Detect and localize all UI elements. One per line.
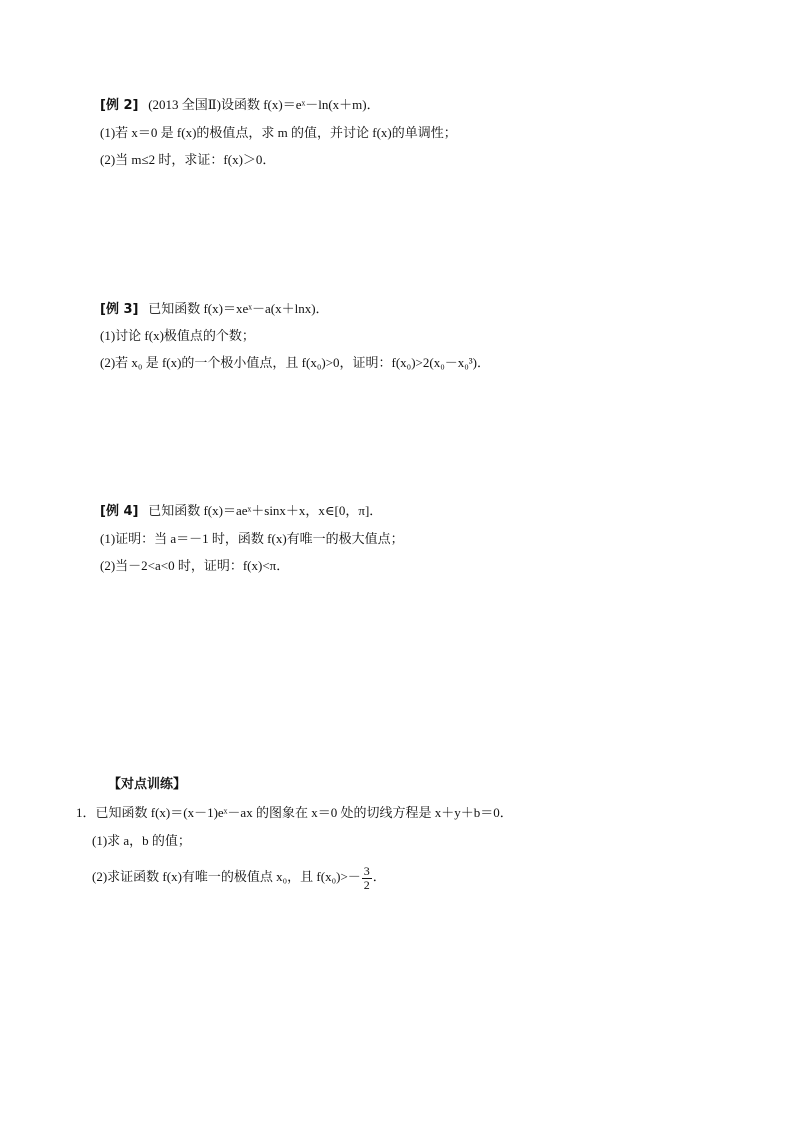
fraction-denominator: 2 <box>363 877 370 892</box>
example-3-tag: [例 3] <box>100 302 139 317</box>
training-question-1: 1．已知函数 f(x)＝(x－1)eˣ－ax 的图象在 x＝0 处的切线方程是 x＋y＋b＝0． <box>76 805 513 820</box>
training-question-1-part-1: (1)求 a，b 的值； <box>92 833 191 848</box>
fraction-numerator: 3 <box>363 863 370 878</box>
example-2-part-1: (1)若 x＝0 是 f(x)的极值点，求 m 的值，并讨论 f(x)的单调性； <box>100 125 457 140</box>
example-4-tag: [例 4] <box>100 504 139 519</box>
example-4-part-1: (1)证明：当 a＝－1 时，函数 f(x)有唯一的极大值点； <box>100 531 404 546</box>
example-4-text: 已知函数 f(x)＝aeˣ＋sinx＋x，x∈[0，π]． <box>148 503 383 518</box>
fraction-three-halves <box>362 865 372 892</box>
q1-part-2-end: ． <box>372 869 386 884</box>
example-2-part-2: (2)当 m≤2 时，求证：f(x)＞0． <box>100 152 276 167</box>
example-2-tag: [例 2] <box>100 98 139 113</box>
example-3-part-2: (2)若 x₀ 是 f(x)的一个极小值点，且 f(x₀)>0，证明：f(x₀)>2(x₀－x₀³)． <box>100 355 491 370</box>
example-3-text: 已知函数 f(x)＝xeˣ－a(x＋lnx)． <box>148 301 329 316</box>
example-4-stem <box>100 503 382 520</box>
example-3-part-1: (1)讨论 f(x)极值点的个数； <box>100 328 255 343</box>
example-3-stem <box>100 301 329 318</box>
example-2-text: (2013 全国Ⅱ)设函数 f(x)＝eˣ－ln(x＋m)． <box>148 97 380 112</box>
training-question-1-part-2 <box>92 862 386 892</box>
example-2-stem <box>100 97 380 114</box>
training-heading: 【对点训练】 <box>108 777 187 792</box>
example-4-part-2: (2)当－2<a<0 时，证明：f(x)<π． <box>100 558 290 573</box>
q1-part-2-text: (2)求证函数 f(x)有唯一的极值点 x₀，且 f(x₀)>－ <box>92 869 361 884</box>
